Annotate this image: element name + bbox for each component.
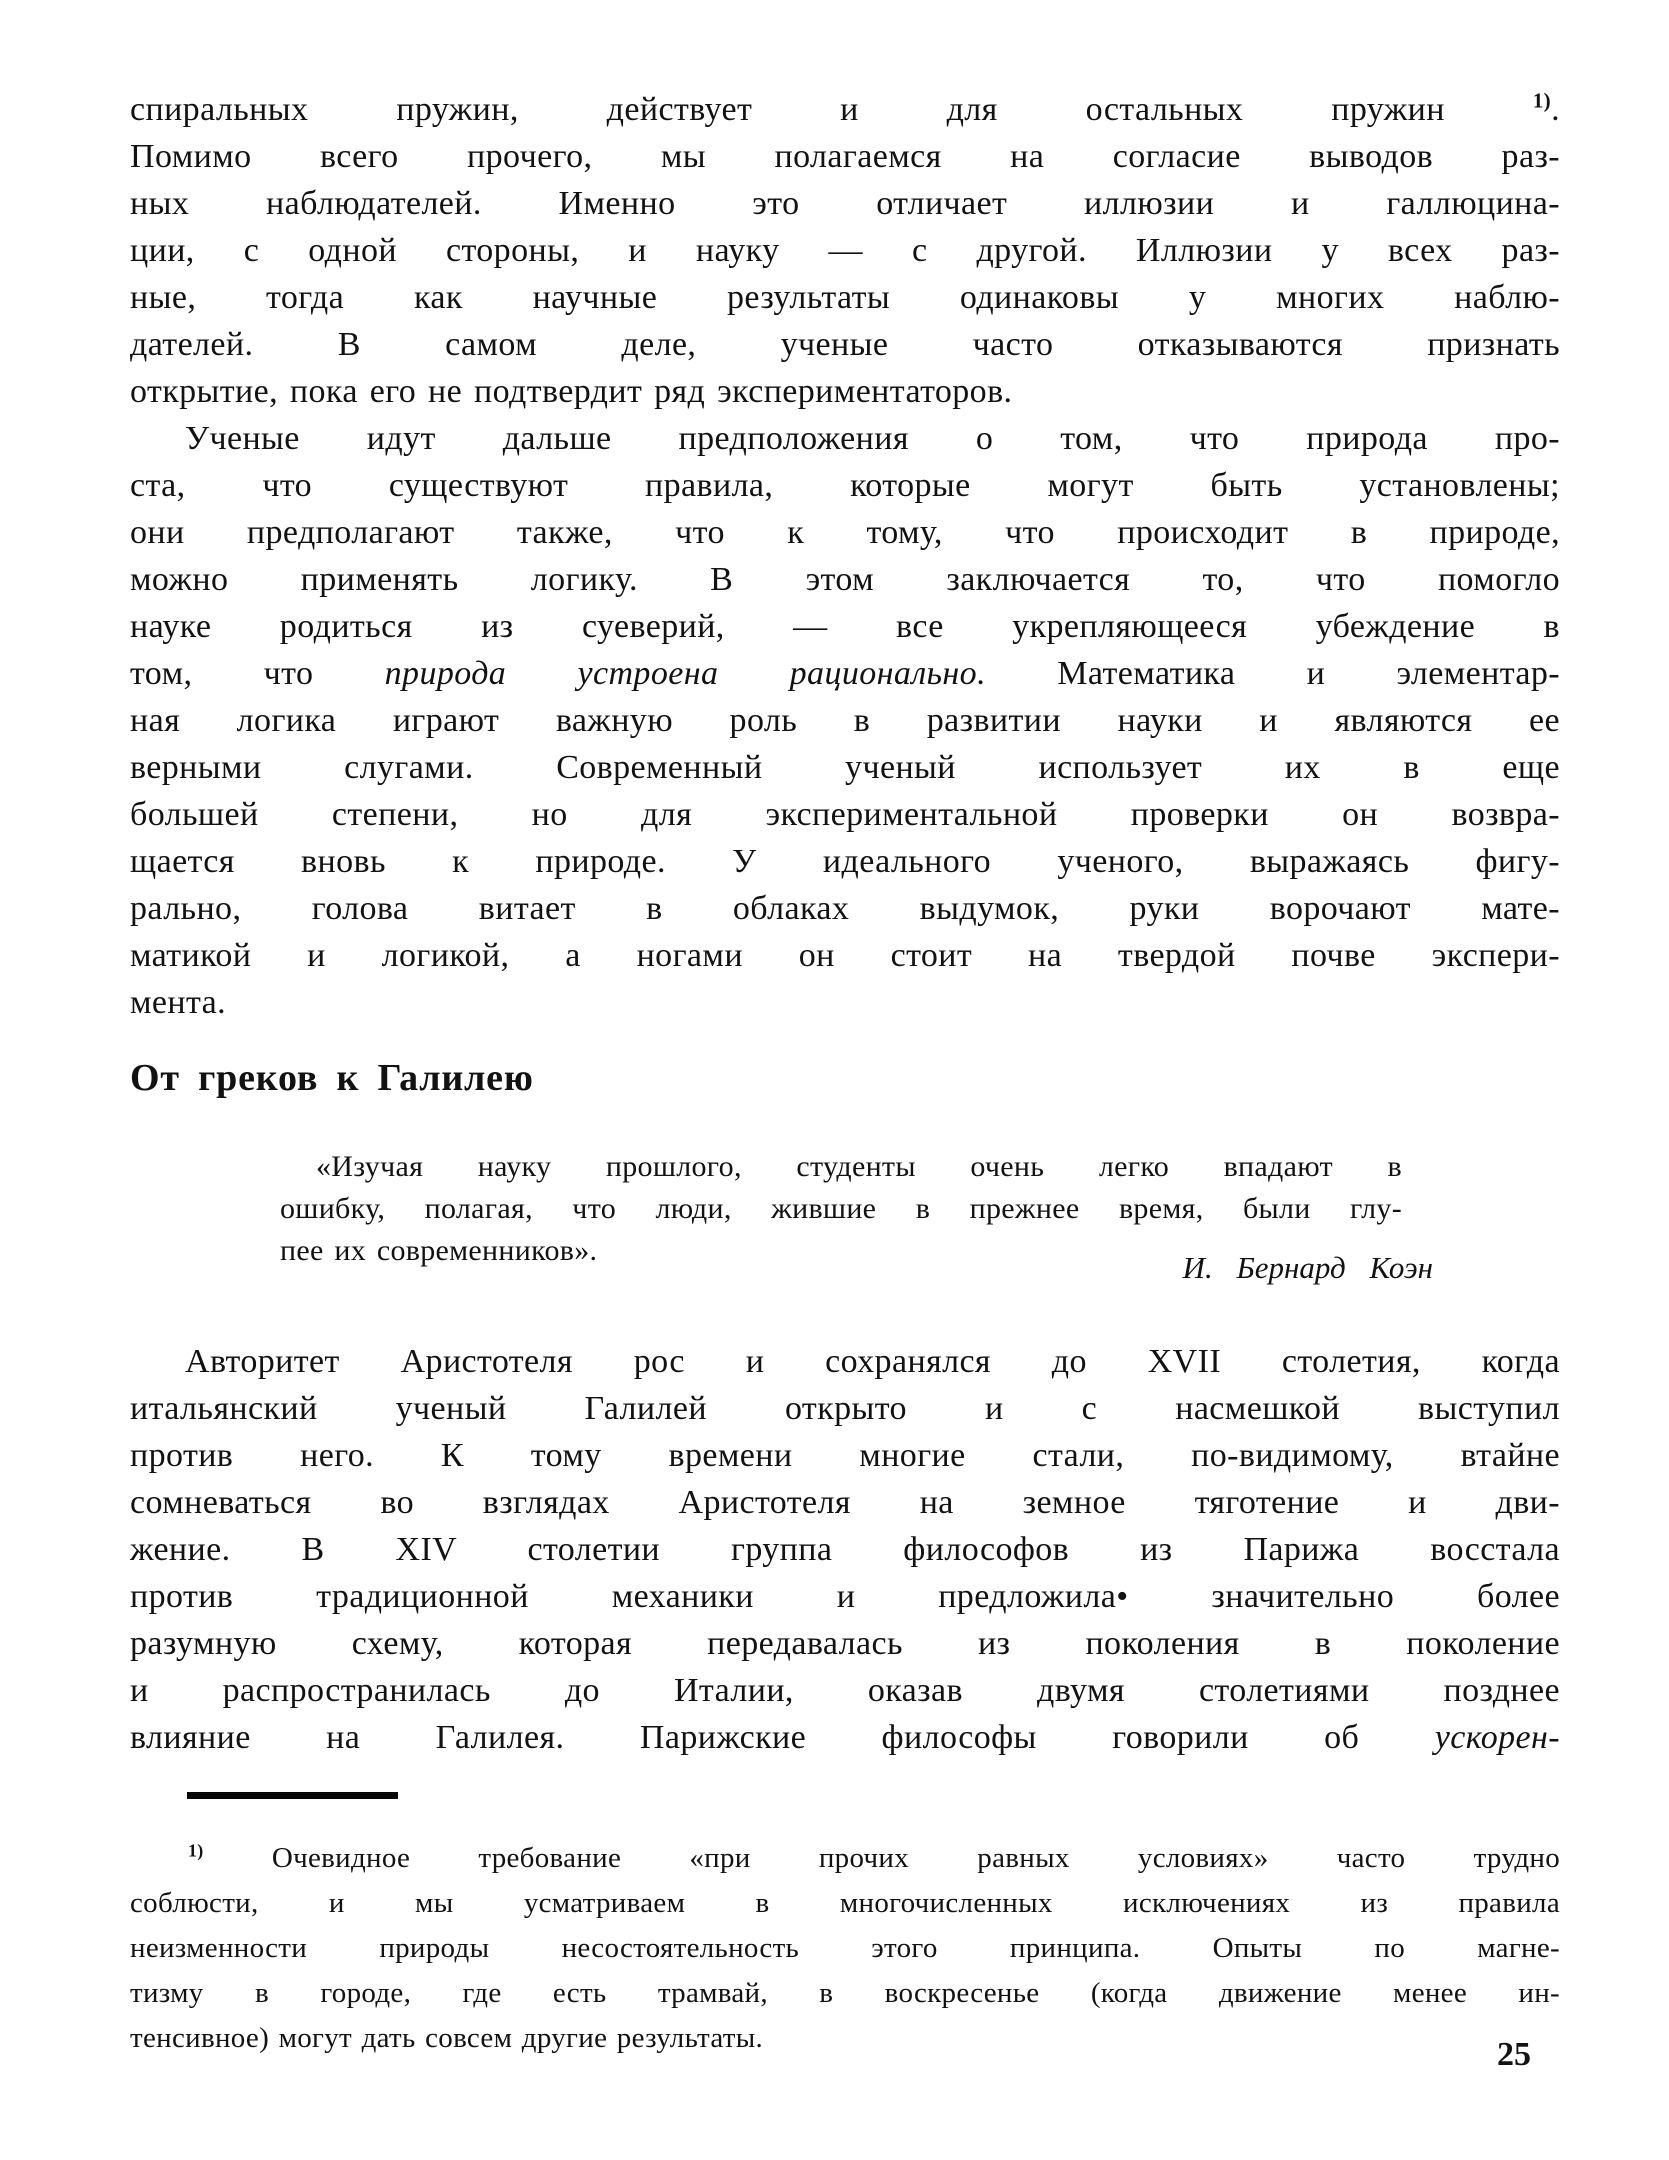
text-line: ста, что существуют правила, которые могут быть установлены;: [130, 467, 1560, 504]
text-line: большей степени, но для экспериментальной проверки он возвра-: [130, 796, 1560, 833]
footnote-separator: [187, 1792, 398, 1799]
footnote: [130, 1836, 1560, 2061]
text-line: ная логика играют важную роль в развитии науки и являются ее: [130, 702, 1560, 739]
text-line: открытие, пока его не подтвердит ряд экспериментаторов.: [130, 373, 1013, 410]
text-segment: том, что: [130, 655, 314, 692]
quote-line: пее их современников».: [280, 1234, 598, 1267]
text-line: разумную схему, которая передавалась из поколения в поколение: [130, 1625, 1560, 1662]
text-line: можно применять логику. В этом заключается то, что помогло: [130, 561, 1560, 598]
text-segment: .: [1551, 91, 1560, 128]
text-line: ных наблюдателей. Именно это отличает иллюзии и галлюцина-: [130, 185, 1560, 222]
text-line: против традиционной механики и предложила• значительно более: [130, 1578, 1560, 1615]
text-line: Помимо всего прочего, мы полагаемся на согласие выводов раз-: [130, 138, 1560, 175]
text-segment: Математика и элементар-: [1057, 655, 1560, 692]
italic-text: природа устроена рационально.: [384, 655, 986, 692]
text-line: сомневаться во взглядах Аристотеля на земное тяготение и дви-: [130, 1484, 1560, 1521]
footnote-reference: 1): [1532, 88, 1552, 113]
text-line: матикой и логикой, а ногами он стоит на твердой почве экспери-: [130, 937, 1560, 974]
footnote-line: неизменности природы несостоятельность этого принципа. Опыты по магне-: [130, 1932, 1560, 1964]
page-number: 25: [1497, 2036, 1531, 2073]
text-line: [130, 650, 1560, 697]
text-line: ции, с одной стороны, и науку — с другой. Иллюзии у всех раз-: [130, 232, 1560, 269]
text-line: [130, 86, 1560, 133]
text-line: они предполагают также, что к тому, что происходит в природе,: [130, 514, 1560, 551]
text-line: Ученые идут дальше предположения о том, что природа про-: [185, 420, 1560, 457]
text-segment: влияние на Галилея. Парижские философы говорили об: [130, 1719, 1360, 1756]
quote-attribution: И. Бернард Коэн: [1182, 1250, 1433, 1285]
footnote-line: тизму в городе, где есть трамвай, в воскресенье (когда движение менее ин-: [130, 1977, 1560, 2009]
paragraph-1: [130, 86, 1560, 415]
section-heading: От греков к Галилею: [130, 1057, 534, 1099]
paragraph-3: [130, 1338, 1560, 1761]
text-line: жение. В XIV столетии группа философов из Парижа восстала: [130, 1531, 1560, 1568]
quote-line: «Изучая науку прошлого, студенты очень легко впадают в: [316, 1150, 1402, 1183]
text-line: дателей. В самом деле, ученые часто отказываются признать: [130, 326, 1560, 363]
text-segment: спиральных пружин, действует и для остальных пружин: [130, 91, 1445, 128]
text-line: ные, тогда как научные результаты одинаковы у многих наблю-: [130, 279, 1560, 316]
paragraph-2: [130, 415, 1560, 1026]
quote-line: ошибку, полагая, что люди, жившие в прежнее время, были глу-: [280, 1192, 1402, 1225]
text-line: науке родиться из суеверий, — все укрепляющееся убеждение в: [130, 608, 1560, 645]
footnote-line: соблюсти, и мы усматриваем в многочисленных исключениях из правила: [130, 1887, 1560, 1919]
text-line: Авторитет Аристотеля рос и сохранялся до XVII столетия, когда: [185, 1343, 1560, 1380]
text-line: [130, 1714, 1560, 1761]
italic-text: ускорен-: [1434, 1719, 1560, 1756]
footnote-line: тенсивное) могут дать совсем другие результаты.: [130, 2022, 764, 2054]
text-line: щается вновь к природе. У идеального ученого, выражаясь фигу-: [130, 843, 1560, 880]
footnote-marker: 1): [188, 1840, 204, 1861]
text-line: мента.: [130, 984, 227, 1021]
text-segment: Очевидное требование «при прочих равных условиях» часто трудно: [271, 1842, 1560, 1874]
footnote-line: [130, 1836, 1560, 1881]
text-line: и распространилась до Италии, оказав двумя столетиями позднее: [130, 1672, 1560, 1709]
text-line: рально, голова витает в облаках выдумок, руки ворочают мате-: [130, 890, 1560, 927]
text-line: итальянский ученый Галилей открыто и с насмешкой выступил: [130, 1390, 1560, 1427]
text-line: верными слугами. Современный ученый использует их в еще: [130, 749, 1560, 786]
text-line: против него. К тому времени многие стали, по-видимому, втайне: [130, 1437, 1560, 1474]
